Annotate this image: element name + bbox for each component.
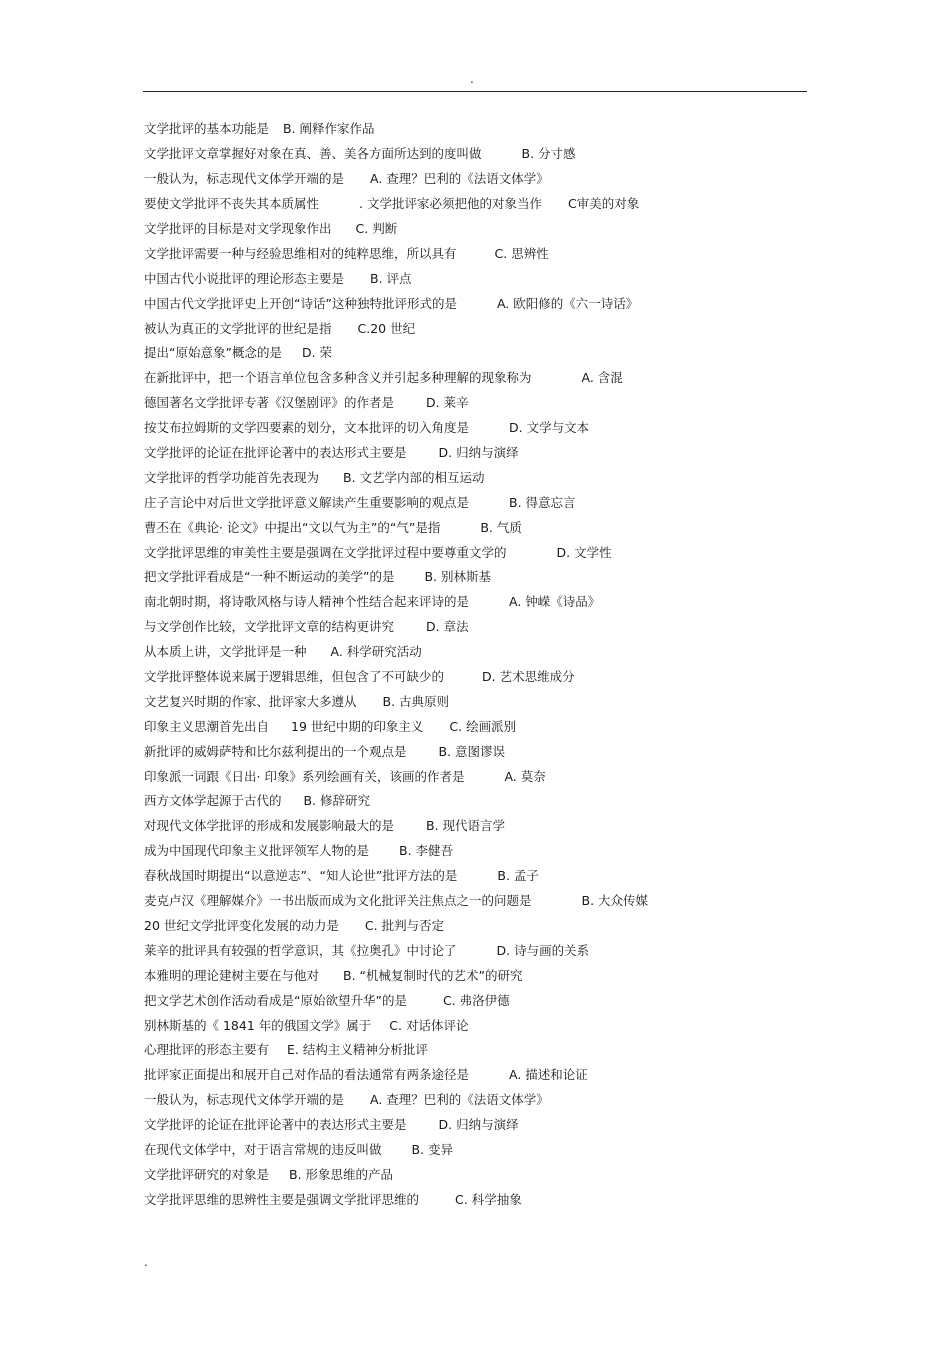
question-text: 中国古代文学批评史上开创“诗话”这种独特批评形式的是: [144, 295, 457, 311]
question-text: 曹丕在《典论· 论文》中提出“文以气为主”的“气”是指: [144, 519, 441, 535]
qa-row: [144, 1013, 804, 1038]
qa-row: [144, 465, 804, 490]
qa-row: [144, 938, 804, 963]
qa-row: [144, 789, 804, 814]
qa-row: [144, 764, 804, 789]
answer-text-extra: C. 绘画派别: [449, 718, 517, 734]
answer-text: B. 李健吾: [399, 843, 454, 859]
answer-text: D. 文学性: [556, 544, 612, 560]
answer-text: D. 莱辛: [426, 395, 469, 411]
qa-row: [144, 839, 804, 864]
question-text: 文学批评研究的对象是: [144, 1166, 270, 1182]
answer-text: B. 现代语言学: [426, 818, 506, 834]
answer-text: C. 科学抽象: [455, 1191, 522, 1207]
qa-row: [144, 391, 804, 416]
answer-text: B. 古典原则: [382, 693, 450, 709]
qa-row: [144, 217, 804, 242]
question-text: 提出“原始意象”概念的是: [144, 345, 282, 361]
answer-text: B. 变异: [411, 1141, 454, 1157]
qa-row: [144, 963, 804, 988]
answer-text: D. 诗与画的关系: [496, 942, 590, 958]
answer-text: . 文学批评家必须把他的对象当作: [359, 196, 542, 212]
question-text: 南北朝时期，将诗歌风格与诗人精神个性结合起来评诗的是: [144, 594, 470, 610]
qa-row: [144, 490, 804, 515]
answer-text: D. 归纳与演绎: [438, 445, 519, 461]
answer-text: A. 查理？巴利的《法语文体学》: [370, 1092, 549, 1108]
question-text: 春秋战国时期提出“以意逆志”、“知人论世”批评方法的是: [144, 868, 458, 884]
qa-row: [144, 1113, 804, 1138]
question-text: 文学批评的哲学功能首先表现为: [144, 469, 320, 485]
question-text: 文学批评的基本功能是: [144, 121, 270, 137]
qa-row: [144, 1162, 804, 1187]
answer-text: A. 查理？巴利的《法语文体学》: [370, 171, 549, 187]
question-text: 被认为真正的文学批评的世纪是指: [144, 320, 332, 336]
question-text: 德国著名文学批评专著《汉堡剧评》的作者是: [144, 395, 395, 411]
question-text: 文学批评的论证在批评论著中的表达形式主要是: [144, 1117, 407, 1133]
answer-text: A. 钟嵘《诗品》: [509, 594, 601, 610]
answer-text: B. 形象思维的产品: [289, 1166, 394, 1182]
header-rule: [143, 91, 807, 92]
qa-row: [144, 266, 804, 291]
qa-row: [144, 1063, 804, 1088]
qa-row: [144, 689, 804, 714]
qa-row: [144, 241, 804, 266]
qa-row: [144, 515, 804, 540]
qa-row: [144, 1138, 804, 1163]
answer-text: A. 欧阳修的《六一诗话》: [496, 295, 639, 311]
answer-text: C. 对话体评论: [389, 1017, 469, 1033]
qa-row: [144, 590, 804, 615]
answer-text: C. 批判与否定: [364, 917, 445, 933]
question-text: 文学批评整体说来属于逻辑思维，但包含了不可缺少的: [144, 669, 445, 685]
question-text: 印象主义思潮首先出自: [144, 718, 270, 734]
qa-row: [144, 640, 804, 665]
question-text: 麦克卢汉《理解媒介》一书出版而成为文化批评关注焦点之一的问题是: [144, 893, 532, 909]
question-text: 20 世纪文学批评变化发展的动力是: [144, 917, 339, 933]
question-text: 一般认为，标志现代文体学开端的是: [144, 1092, 345, 1108]
question-text: 在新批评中，把一个语言单位包含多种含义并引起多种理解的现象称为: [144, 370, 532, 386]
answer-text: B. 孟子: [497, 868, 539, 884]
qa-row: [144, 1038, 804, 1063]
answer-text: B. 评点: [370, 270, 412, 286]
qa-row: [144, 316, 804, 341]
question-text: 中国古代小说批评的理论形态主要是: [144, 270, 345, 286]
qa-row: [144, 988, 804, 1013]
answer-text: B. 文艺学内部的相互运动: [343, 469, 485, 485]
qa-row: [144, 416, 804, 441]
question-text: 按艾布拉姆斯的文学四要素的划分，文本批评的切入角度是: [144, 420, 470, 436]
question-text: 印象派一词跟《日出· 印象》系列绘画有关，该画的作者是: [144, 768, 465, 784]
question-text: 文学批评思维的审美性主要是强调在文学批评过程中要尊重文学的: [144, 544, 507, 560]
question-text: 要使文学批评不丧失其本质属性: [144, 196, 320, 212]
answer-text: D. 归纳与演绎: [438, 1117, 519, 1133]
answer-text: C. 思辨性: [494, 245, 549, 261]
qa-row: [144, 565, 804, 590]
question-text: 批评家正面提出和展开自己对作品的看法通常有两条途径是: [144, 1067, 470, 1083]
question-text: 文艺复兴时期的作家、批评家大多遵从: [144, 693, 357, 709]
answer-text: A. 描述和论证: [509, 1067, 588, 1083]
answer-text: A. 莫奈: [504, 768, 546, 784]
answer-text: C. 弗洛伊德: [442, 992, 510, 1008]
answer-text: E. 结构主义精神分析批评: [287, 1042, 428, 1058]
header-mark: .: [470, 72, 474, 86]
question-text: 把文学艺术创作活动看成是“原始欲望升华”的是: [144, 992, 407, 1008]
qa-row: [144, 167, 804, 192]
answer-text: D. 章法: [426, 619, 469, 635]
answer-text: D. 文学与文本: [509, 420, 590, 436]
answer-text-extra: C审美的对象: [567, 196, 640, 212]
qa-row: [144, 714, 804, 739]
question-text: 心理批评的形态主要有: [144, 1042, 270, 1058]
answer-text: C.20 世纪: [357, 320, 416, 336]
question-text: 从本质上讲，文学批评是一种: [144, 644, 307, 660]
question-text: 在现代文体学中，对于语言常规的违反叫做: [144, 1141, 382, 1157]
question-text: 把文学批评看成是“一种不断运动的美学”的是: [144, 569, 395, 585]
answer-text: C. 判断: [355, 221, 398, 236]
qa-row: [144, 117, 804, 142]
answer-text: B. 别林斯基: [424, 569, 491, 585]
question-text: 与文学创作比较，文学批评文章的结构更讲究: [144, 619, 395, 635]
question-text: 文学批评需要一种与经验思维相对的纯粹思维，所以具有: [144, 245, 457, 261]
question-answer-list: [144, 117, 804, 1212]
qa-row: [144, 914, 804, 939]
question-text: 莱辛的批评具有较强的哲学意识，其《拉奥孔》中讨论了: [144, 942, 457, 958]
question-text: 文学批评文章掌握好对象在真、善、美各方面所达到的度叫做: [144, 146, 482, 162]
answer-text: A. 科学研究活动: [330, 644, 422, 660]
answer-text: B. 得意忘言: [509, 494, 576, 510]
question-text: 西方文体学起源于古代的: [144, 793, 282, 809]
qa-row: [144, 1088, 804, 1113]
answer-text: B. 修辞研究: [303, 793, 371, 809]
answer-text: D. 艺术思维成分: [482, 669, 575, 685]
question-text: 成为中国现代印象主义批评领军人物的是: [144, 843, 370, 859]
question-text: 别林斯基的《 1841 年的俄国文学》属于: [144, 1017, 372, 1033]
qa-row: [144, 366, 804, 391]
qa-row: [144, 142, 804, 167]
question-text: 本雅明的理论建树主要在与他对: [144, 967, 320, 983]
answer-text: D. 荣: [301, 345, 333, 361]
qa-row: [144, 540, 804, 565]
qa-row: [144, 291, 804, 316]
qa-row: [144, 665, 804, 690]
qa-row: [144, 739, 804, 764]
question-text: 庄子言论中对后世文学批评意义解读产生重要影响的观点是: [144, 494, 470, 510]
answer-text: B. 分寸感: [521, 146, 576, 162]
qa-row: [144, 441, 804, 466]
qa-row: [144, 889, 804, 914]
answer-text: B. “机械复制时代的艺术”的研究: [343, 967, 523, 983]
qa-row: [144, 192, 804, 217]
answer-text: B. 大众传媒: [581, 893, 649, 909]
answer-text: B. 意图谬误: [438, 743, 506, 759]
question-text: 文学批评思维的思辨性主要是强调文学批评思维的: [144, 1191, 420, 1207]
footer-mark: .: [144, 1255, 148, 1269]
question-text: 一般认为，标志现代文体学开端的是: [144, 171, 345, 187]
question-text: 对现代文体学批评的形成和发展影响最大的是: [144, 818, 395, 834]
qa-row: [144, 814, 804, 839]
qa-row: [144, 1187, 804, 1212]
answer-text: 19 世纪中期的印象主义: [291, 718, 424, 734]
qa-row: [144, 615, 804, 640]
answer-text: B. 气质: [480, 519, 522, 535]
question-text: 文学批评的论证在批评论著中的表达形式主要是: [144, 445, 407, 461]
qa-row: [144, 341, 804, 366]
question-text: 新批评的威姆萨特和比尔兹利提出的一个观点是: [144, 743, 407, 759]
answer-text: B. 阐释作家作品: [283, 121, 375, 137]
qa-row: [144, 864, 804, 889]
answer-text: A. 含混: [581, 370, 623, 386]
question-text: 文学批评的目标是对文学现象作出: [144, 221, 332, 236]
